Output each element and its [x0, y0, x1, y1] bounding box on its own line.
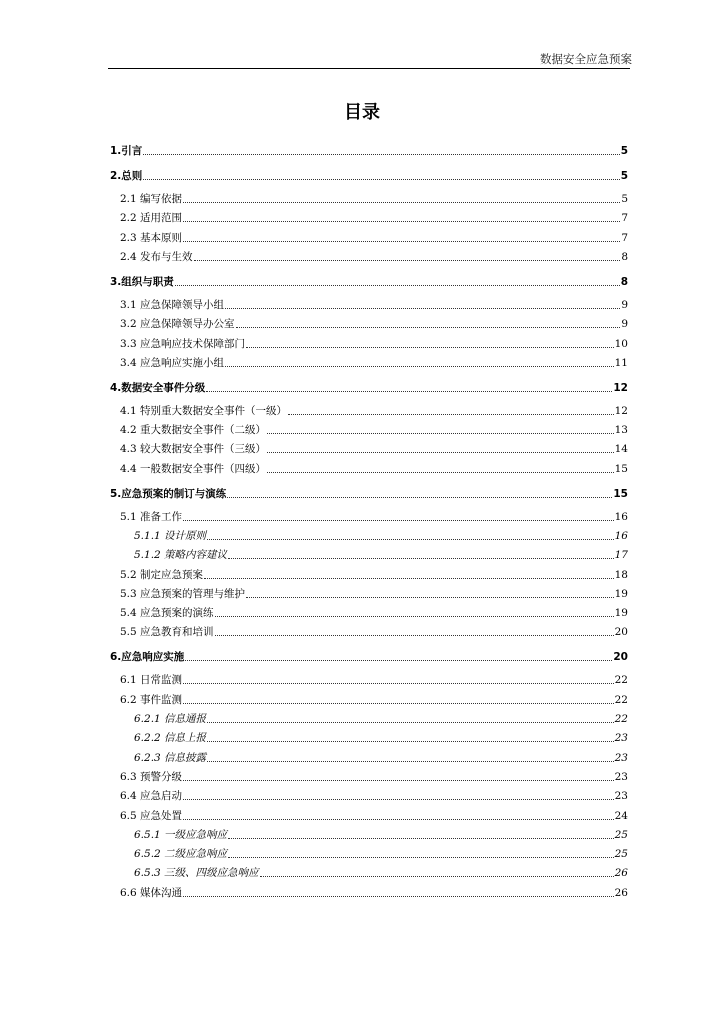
toc-entry-label: 2.总则: [110, 170, 143, 182]
toc-entry-page-number: 12: [614, 405, 628, 417]
toc-chapter-entry[interactable]: [110, 144, 628, 158]
toc-dot-leader: [143, 154, 619, 155]
toc-entry-label: 5.4 应急预案的演练: [120, 607, 214, 619]
toc-section-entry[interactable]: [120, 298, 628, 312]
toc-entry-page-number: 25: [614, 848, 628, 860]
toc-dot-leader: [246, 347, 614, 348]
toc-dot-leader: [225, 366, 614, 367]
toc-entry-page-number: 13: [614, 424, 628, 436]
toc-dot-leader: [183, 780, 614, 781]
toc-dot-leader: [267, 433, 614, 434]
toc-entry-page-number: 7: [621, 212, 628, 224]
toc-subsection-entry[interactable]: [134, 731, 628, 745]
toc-dot-leader: [207, 761, 614, 762]
toc-entry-page-number: 23: [614, 771, 628, 783]
toc-section-entry[interactable]: [120, 510, 628, 524]
toc-entry-label: 2.2 适用范围: [120, 212, 183, 224]
toc-dot-leader: [143, 179, 619, 180]
toc-entry-label: 5.5 应急教育和培训: [120, 626, 214, 638]
toc-chapter-entry[interactable]: [110, 650, 628, 664]
toc-section-entry[interactable]: [120, 211, 628, 225]
toc-subsection-entry[interactable]: [134, 828, 628, 842]
toc-dot-leader: [260, 876, 614, 877]
toc-section-entry[interactable]: [120, 587, 628, 601]
toc-section-entry[interactable]: [120, 442, 628, 456]
toc-dot-leader: [225, 308, 620, 309]
toc-dot-leader: [267, 452, 614, 453]
toc-entry-label: 6.2.2 信息上报: [134, 732, 207, 744]
toc-entry-label: 2.1 编写依据: [120, 193, 183, 205]
toc-subsection-entry[interactable]: [134, 529, 628, 543]
toc-entry-label: 5.2 制定应急预案: [120, 569, 204, 581]
toc-entry-page-number: 10: [614, 338, 628, 350]
toc-entry-label: 6.2.1 信息通报: [134, 713, 207, 725]
toc-entry-page-number: 16: [614, 511, 628, 523]
toc-entry-page-number: 19: [614, 588, 628, 600]
toc-section-entry[interactable]: [120, 337, 628, 351]
toc-entry-label: 6.5 应急处置: [120, 810, 183, 822]
toc-subsection-entry[interactable]: [134, 548, 628, 562]
toc-entry-page-number: 26: [614, 867, 628, 879]
toc-entry-label: 5.1 准备工作: [120, 511, 183, 523]
toc-entry-page-number: 20: [613, 651, 628, 663]
toc-entry-label: 6.2 事件监测: [120, 694, 183, 706]
toc-entry-page-number: 22: [614, 713, 628, 725]
toc-dot-leader: [207, 722, 614, 723]
toc-dot-leader: [207, 741, 614, 742]
toc-entry-label: 3.组织与职责: [110, 276, 174, 288]
toc-section-entry[interactable]: [120, 250, 628, 264]
toc-entry-page-number: 15: [614, 463, 628, 475]
toc-section-entry[interactable]: [120, 423, 628, 437]
toc-entry-label: 4.1 特别重大数据安全事件（一级）: [120, 405, 288, 417]
toc-entry-page-number: 16: [614, 530, 628, 542]
toc-entry-page-number: 12: [613, 382, 628, 394]
toc-title: 目录: [344, 102, 380, 123]
toc-entry-page-number: 25: [614, 829, 628, 841]
toc-chapter-entry[interactable]: [110, 381, 628, 395]
toc-dot-leader: [175, 285, 620, 286]
toc-chapter-entry[interactable]: [110, 487, 628, 501]
toc-section-entry[interactable]: [120, 886, 628, 900]
toc-dot-leader: [183, 819, 614, 820]
toc-entry-page-number: 5: [620, 145, 628, 157]
toc-entry-page-number: 23: [614, 790, 628, 802]
toc-dot-leader: [288, 414, 614, 415]
toc-subsection-entry[interactable]: [134, 751, 628, 765]
toc-dot-leader: [194, 260, 621, 261]
toc-entry-page-number: 22: [614, 674, 628, 686]
toc-dot-leader: [185, 660, 612, 661]
toc-entry-label: 6.2.3 信息披露: [134, 752, 207, 764]
toc-section-entry[interactable]: [120, 317, 628, 331]
toc-entry-page-number: 9: [621, 318, 628, 330]
toc-dot-leader: [183, 896, 614, 897]
toc-entry-label: 6.6 媒体沟通: [120, 887, 183, 899]
toc-entry-label: 5.3 应急预案的管理与维护: [120, 588, 246, 600]
toc-subsection-entry[interactable]: [134, 847, 628, 861]
toc-entry-page-number: 19: [614, 607, 628, 619]
toc-entry-page-number: 11: [614, 357, 628, 369]
toc-entry-page-number: 24: [614, 810, 628, 822]
toc-entry-page-number: 8: [620, 276, 628, 288]
toc-section-entry[interactable]: [120, 789, 628, 803]
toc-entry-label: 5.1.1 设计原则: [134, 530, 207, 542]
toc-section-entry[interactable]: [120, 462, 628, 476]
toc-entry-label: 3.2 应急保障领导办公室: [120, 318, 235, 330]
toc-dot-leader: [204, 578, 614, 579]
toc-dot-leader: [183, 241, 620, 242]
toc-entry-label: 6.5.2 二级应急响应: [134, 848, 228, 860]
toc-entry-label: 2.3 基本原则: [120, 232, 183, 244]
toc-dot-leader: [228, 857, 614, 858]
toc-section-entry[interactable]: [120, 673, 628, 687]
toc-entry-label: 5.1.2 策略内容建议: [134, 549, 228, 561]
toc-entry-page-number: 18: [614, 569, 628, 581]
toc-entry-label: 4.3 较大数据安全事件（三级）: [120, 443, 267, 455]
toc-dot-leader: [183, 703, 614, 704]
toc-section-entry[interactable]: [120, 192, 628, 206]
toc-entry-page-number: 23: [614, 752, 628, 764]
toc-entry-page-number: 7: [621, 232, 628, 244]
toc-entry-label: 4.数据安全事件分级: [110, 382, 206, 394]
toc-chapter-entry[interactable]: [110, 275, 628, 289]
toc-entry-label: 6.3 预警分级: [120, 771, 183, 783]
toc-entry-label: 1.引言: [110, 145, 143, 157]
toc-section-entry[interactable]: [120, 568, 628, 582]
toc-entry-page-number: 22: [614, 694, 628, 706]
toc-dot-leader: [183, 520, 614, 521]
toc-entry-page-number: 5: [621, 193, 628, 205]
toc-subsection-entry[interactable]: [134, 712, 628, 726]
toc-entry-page-number: 20: [614, 626, 628, 638]
toc-entry-label: 6.1 日常监测: [120, 674, 183, 686]
running-header-title: 数据安全应急预案: [540, 52, 632, 66]
toc-chapter-entry[interactable]: [110, 169, 628, 183]
toc-section-entry[interactable]: [120, 231, 628, 245]
toc-entry-label: 2.4 发布与生效: [120, 251, 193, 263]
toc-dot-leader: [183, 799, 614, 800]
toc-entry-page-number: 23: [614, 732, 628, 744]
toc-entry-page-number: 26: [614, 887, 628, 899]
toc-dot-leader: [267, 472, 614, 473]
toc-dot-leader: [236, 327, 621, 328]
toc-section-entry[interactable]: [120, 606, 628, 620]
toc-entry-page-number: 15: [613, 488, 628, 500]
toc-dot-leader: [215, 616, 614, 617]
toc-entry-page-number: 14: [614, 443, 628, 455]
toc-entry-label: 3.3 应急响应技术保障部门: [120, 338, 246, 350]
toc-entry-label: 3.1 应急保障领导小组: [120, 299, 225, 311]
toc-entry-label: 4.2 重大数据安全事件（二级）: [120, 424, 267, 436]
toc-dot-leader: [228, 558, 614, 559]
toc-dot-leader: [183, 221, 620, 222]
toc-entry-page-number: 5: [620, 170, 628, 182]
toc-dot-leader: [206, 391, 612, 392]
toc-dot-leader: [215, 635, 614, 636]
toc-entry-label: 6.5.1 一级应急响应: [134, 829, 228, 841]
toc-section-entry[interactable]: [120, 404, 628, 418]
toc-section-entry[interactable]: [120, 625, 628, 639]
toc-dot-leader: [227, 497, 612, 498]
toc-section-entry[interactable]: [120, 770, 628, 784]
toc-dot-leader: [183, 202, 620, 203]
toc-entry-label: 6.4 应急启动: [120, 790, 183, 802]
toc-dot-leader: [207, 539, 614, 540]
toc-section-entry[interactable]: [120, 356, 628, 370]
toc-section-entry[interactable]: [120, 809, 628, 823]
toc-section-entry[interactable]: [120, 693, 628, 707]
toc-entry-label: 5.应急预案的制订与演练: [110, 488, 227, 500]
toc-entry-label: 6.5.3 三级、四级应急响应: [134, 867, 259, 879]
toc-entry-label: 3.4 应急响应实施小组: [120, 357, 225, 369]
toc-entry-page-number: 17: [614, 549, 628, 561]
toc-dot-leader: [183, 683, 614, 684]
toc-dot-leader: [228, 838, 614, 839]
toc-entry-page-number: 9: [621, 299, 628, 311]
toc-entry-label: 4.4 一般数据安全事件（四级）: [120, 463, 267, 475]
toc-dot-leader: [246, 597, 614, 598]
toc-entry-label: 6.应急响应实施: [110, 651, 185, 663]
toc-entry-page-number: 8: [621, 251, 628, 263]
toc-subsection-entry[interactable]: [134, 866, 628, 880]
